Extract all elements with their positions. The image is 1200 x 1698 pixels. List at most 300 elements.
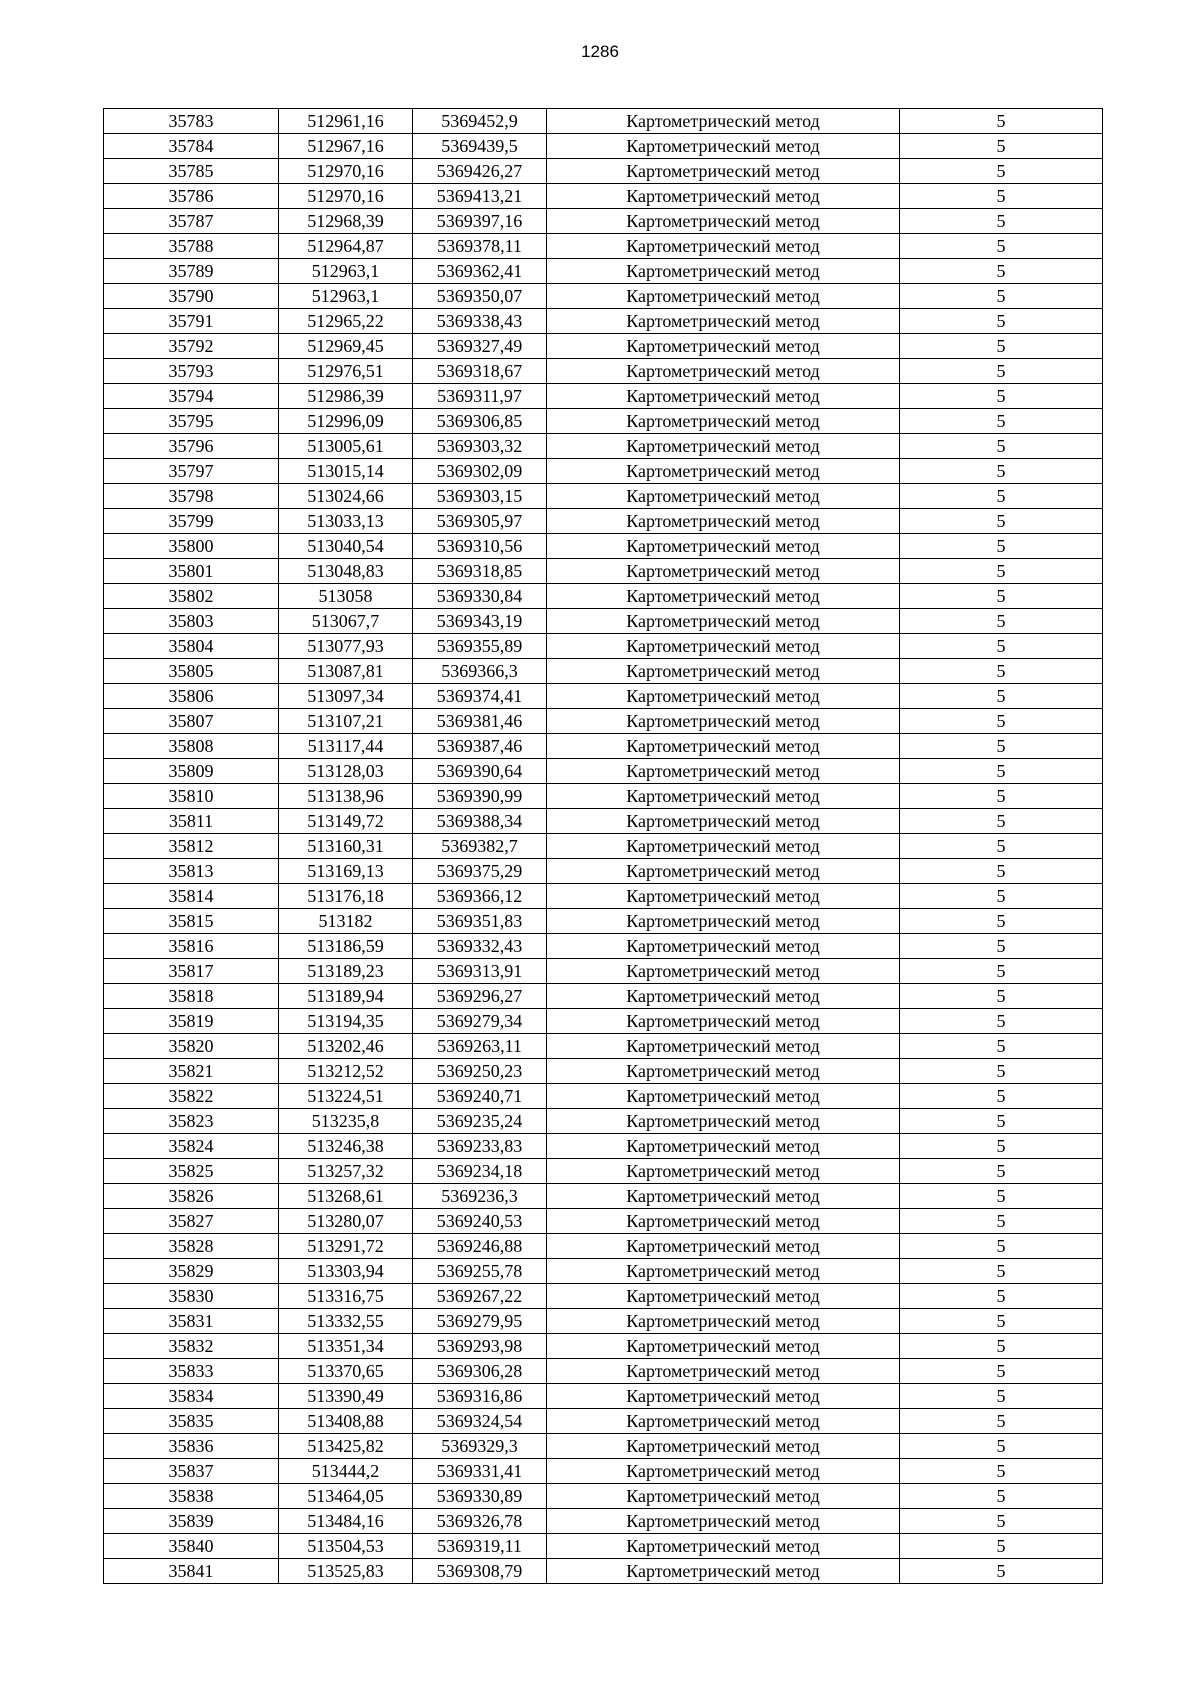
point-number-cell: 35828 (104, 1234, 279, 1259)
x-coordinate-cell: 513077,93 (279, 634, 413, 659)
table-row (104, 159, 1103, 184)
y-coordinate-cell: 5369375,29 (413, 859, 547, 884)
method-cell: Картометрический метод (547, 159, 900, 184)
method-cell: Картометрический метод (547, 1434, 900, 1459)
point-number-cell: 35823 (104, 1109, 279, 1134)
table-row (104, 1409, 1103, 1434)
point-number-cell: 35802 (104, 584, 279, 609)
point-number-cell: 35809 (104, 759, 279, 784)
y-coordinate-cell: 5369338,43 (413, 309, 547, 334)
table-row (104, 1084, 1103, 1109)
y-coordinate-cell: 5369350,07 (413, 284, 547, 309)
x-coordinate-cell: 512967,16 (279, 134, 413, 159)
y-coordinate-cell: 5369332,43 (413, 934, 547, 959)
accuracy-cell: 5 (900, 509, 1103, 534)
y-coordinate-cell: 5369387,46 (413, 734, 547, 759)
point-number-cell: 35807 (104, 709, 279, 734)
x-coordinate-cell: 513040,54 (279, 534, 413, 559)
point-number-cell: 35801 (104, 559, 279, 584)
x-coordinate-cell: 513202,46 (279, 1034, 413, 1059)
point-number-cell: 35789 (104, 259, 279, 284)
point-number-cell: 35838 (104, 1484, 279, 1509)
y-coordinate-cell: 5369330,84 (413, 584, 547, 609)
y-coordinate-cell: 5369327,49 (413, 334, 547, 359)
table-row (104, 284, 1103, 309)
method-cell: Картометрический метод (547, 484, 900, 509)
x-coordinate-cell: 513370,65 (279, 1359, 413, 1384)
y-coordinate-cell: 5369313,91 (413, 959, 547, 984)
y-coordinate-cell: 5369366,12 (413, 884, 547, 909)
x-coordinate-cell: 513087,81 (279, 659, 413, 684)
x-coordinate-cell: 513176,18 (279, 884, 413, 909)
method-cell: Картометрический метод (547, 1009, 900, 1034)
x-coordinate-cell: 513425,82 (279, 1434, 413, 1459)
point-number-cell: 35829 (104, 1259, 279, 1284)
accuracy-cell: 5 (900, 784, 1103, 809)
method-cell: Картометрический метод (547, 109, 900, 134)
table-row (104, 684, 1103, 709)
table-row (104, 809, 1103, 834)
table-row (104, 434, 1103, 459)
point-number-cell: 35790 (104, 284, 279, 309)
accuracy-cell: 5 (900, 459, 1103, 484)
table-row (104, 1359, 1103, 1384)
point-number-cell: 35821 (104, 1059, 279, 1084)
y-coordinate-cell: 5369381,46 (413, 709, 547, 734)
x-coordinate-cell: 513107,21 (279, 709, 413, 734)
accuracy-cell: 5 (900, 209, 1103, 234)
table-row (104, 859, 1103, 884)
x-coordinate-cell: 513189,94 (279, 984, 413, 1009)
accuracy-cell: 5 (900, 1184, 1103, 1209)
x-coordinate-cell: 513058 (279, 584, 413, 609)
x-coordinate-cell: 512970,16 (279, 159, 413, 184)
method-cell: Картометрический метод (547, 859, 900, 884)
y-coordinate-cell: 5369382,7 (413, 834, 547, 859)
y-coordinate-cell: 5369324,54 (413, 1409, 547, 1434)
table-row (104, 534, 1103, 559)
method-cell: Картометрический метод (547, 1159, 900, 1184)
x-coordinate-cell: 512963,1 (279, 284, 413, 309)
y-coordinate-cell: 5369308,79 (413, 1559, 547, 1584)
y-coordinate-cell: 5369362,41 (413, 259, 547, 284)
y-coordinate-cell: 5369319,11 (413, 1534, 547, 1559)
x-coordinate-cell: 513246,38 (279, 1134, 413, 1159)
x-coordinate-cell: 513291,72 (279, 1234, 413, 1259)
y-coordinate-cell: 5369318,67 (413, 359, 547, 384)
table-row (104, 209, 1103, 234)
y-coordinate-cell: 5369279,95 (413, 1309, 547, 1334)
accuracy-cell: 5 (900, 584, 1103, 609)
y-coordinate-cell: 5369388,34 (413, 809, 547, 834)
accuracy-cell: 5 (900, 1259, 1103, 1284)
point-number-cell: 35798 (104, 484, 279, 509)
point-number-cell: 35832 (104, 1334, 279, 1359)
point-number-cell: 35785 (104, 159, 279, 184)
point-number-cell: 35836 (104, 1434, 279, 1459)
method-cell: Картометрический метод (547, 1109, 900, 1134)
point-number-cell: 35825 (104, 1159, 279, 1184)
point-number-cell: 35804 (104, 634, 279, 659)
accuracy-cell: 5 (900, 684, 1103, 709)
point-number-cell: 35822 (104, 1084, 279, 1109)
x-coordinate-cell: 512996,09 (279, 409, 413, 434)
table-row (104, 259, 1103, 284)
method-cell: Картометрический метод (547, 1334, 900, 1359)
accuracy-cell: 5 (900, 1009, 1103, 1034)
y-coordinate-cell: 5369303,15 (413, 484, 547, 509)
x-coordinate-cell: 512961,16 (279, 109, 413, 134)
y-coordinate-cell: 5369374,41 (413, 684, 547, 709)
y-coordinate-cell: 5369311,97 (413, 384, 547, 409)
table-row (104, 509, 1103, 534)
accuracy-cell: 5 (900, 184, 1103, 209)
accuracy-cell: 5 (900, 634, 1103, 659)
x-coordinate-cell: 513194,35 (279, 1009, 413, 1034)
method-cell: Картометрический метод (547, 234, 900, 259)
table-row (104, 459, 1103, 484)
table-row (104, 1534, 1103, 1559)
accuracy-cell: 5 (900, 959, 1103, 984)
point-number-cell: 35805 (104, 659, 279, 684)
table-row (104, 659, 1103, 684)
table-row (104, 1009, 1103, 1034)
method-cell: Картометрический метод (547, 1484, 900, 1509)
point-number-cell: 35834 (104, 1384, 279, 1409)
accuracy-cell: 5 (900, 1359, 1103, 1384)
table-row (104, 1509, 1103, 1534)
accuracy-cell: 5 (900, 1109, 1103, 1134)
point-number-cell: 35816 (104, 934, 279, 959)
method-cell: Картометрический метод (547, 1559, 900, 1584)
y-coordinate-cell: 5369240,53 (413, 1209, 547, 1234)
method-cell: Картометрический метод (547, 584, 900, 609)
y-coordinate-cell: 5369263,11 (413, 1034, 547, 1059)
method-cell: Картометрический метод (547, 1209, 900, 1234)
point-number-cell: 35797 (104, 459, 279, 484)
point-number-cell: 35840 (104, 1534, 279, 1559)
x-coordinate-cell: 513332,55 (279, 1309, 413, 1334)
table-row (104, 634, 1103, 659)
y-coordinate-cell: 5369326,78 (413, 1509, 547, 1534)
x-coordinate-cell: 513257,32 (279, 1159, 413, 1184)
method-cell: Картометрический метод (547, 1034, 900, 1059)
method-cell: Картометрический метод (547, 759, 900, 784)
table-row (104, 909, 1103, 934)
y-coordinate-cell: 5369329,3 (413, 1434, 547, 1459)
x-coordinate-cell: 513525,83 (279, 1559, 413, 1584)
table-row (104, 759, 1103, 784)
y-coordinate-cell: 5369378,11 (413, 234, 547, 259)
point-number-cell: 35813 (104, 859, 279, 884)
accuracy-cell: 5 (900, 334, 1103, 359)
accuracy-cell: 5 (900, 309, 1103, 334)
point-number-cell: 35841 (104, 1559, 279, 1584)
x-coordinate-cell: 512968,39 (279, 209, 413, 234)
x-coordinate-cell: 513268,61 (279, 1184, 413, 1209)
accuracy-cell: 5 (900, 1484, 1103, 1509)
accuracy-cell: 5 (900, 1509, 1103, 1534)
y-coordinate-cell: 5369439,5 (413, 134, 547, 159)
point-number-cell: 35839 (104, 1509, 279, 1534)
accuracy-cell: 5 (900, 609, 1103, 634)
point-number-cell: 35810 (104, 784, 279, 809)
y-coordinate-cell: 5369390,64 (413, 759, 547, 784)
table-row (104, 234, 1103, 259)
table-row (104, 1109, 1103, 1134)
y-coordinate-cell: 5369303,32 (413, 434, 547, 459)
table-row (104, 484, 1103, 509)
method-cell: Картометрический метод (547, 659, 900, 684)
x-coordinate-cell: 512963,1 (279, 259, 413, 284)
accuracy-cell: 5 (900, 109, 1103, 134)
accuracy-cell: 5 (900, 384, 1103, 409)
method-cell: Картометрический метод (547, 259, 900, 284)
point-number-cell: 35830 (104, 1284, 279, 1309)
table-row (104, 1384, 1103, 1409)
table-row (104, 1159, 1103, 1184)
y-coordinate-cell: 5369255,78 (413, 1259, 547, 1284)
table-row (104, 134, 1103, 159)
table-row (104, 1334, 1103, 1359)
point-number-cell: 35783 (104, 109, 279, 134)
point-number-cell: 35817 (104, 959, 279, 984)
accuracy-cell: 5 (900, 559, 1103, 584)
point-number-cell: 35792 (104, 334, 279, 359)
table-row (104, 1484, 1103, 1509)
x-coordinate-cell: 513067,7 (279, 609, 413, 634)
y-coordinate-cell: 5369296,27 (413, 984, 547, 1009)
accuracy-cell: 5 (900, 1084, 1103, 1109)
method-cell: Картометрический метод (547, 1359, 900, 1384)
method-cell: Картометрический метод (547, 684, 900, 709)
y-coordinate-cell: 5369366,3 (413, 659, 547, 684)
point-number-cell: 35787 (104, 209, 279, 234)
accuracy-cell: 5 (900, 159, 1103, 184)
table-row (104, 1034, 1103, 1059)
y-coordinate-cell: 5369397,16 (413, 209, 547, 234)
table-row (104, 1309, 1103, 1334)
table-row (104, 184, 1103, 209)
table-row (104, 384, 1103, 409)
table-row (104, 1559, 1103, 1584)
table-row (104, 1434, 1103, 1459)
y-coordinate-cell: 5369331,41 (413, 1459, 547, 1484)
x-coordinate-cell: 513005,61 (279, 434, 413, 459)
accuracy-cell: 5 (900, 1234, 1103, 1259)
point-number-cell: 35824 (104, 1134, 279, 1159)
point-number-cell: 35812 (104, 834, 279, 859)
y-coordinate-cell: 5369305,97 (413, 509, 547, 534)
method-cell: Картометрический метод (547, 1234, 900, 1259)
point-number-cell: 35831 (104, 1309, 279, 1334)
accuracy-cell: 5 (900, 1534, 1103, 1559)
accuracy-cell: 5 (900, 284, 1103, 309)
table-row (104, 984, 1103, 1009)
y-coordinate-cell: 5369235,24 (413, 1109, 547, 1134)
x-coordinate-cell: 512986,39 (279, 384, 413, 409)
method-cell: Картометрический метод (547, 534, 900, 559)
method-cell: Картометрический метод (547, 959, 900, 984)
y-coordinate-cell: 5369318,85 (413, 559, 547, 584)
accuracy-cell: 5 (900, 134, 1103, 159)
table-row (104, 734, 1103, 759)
method-cell: Картометрический метод (547, 1534, 900, 1559)
accuracy-cell: 5 (900, 709, 1103, 734)
y-coordinate-cell: 5369390,99 (413, 784, 547, 809)
point-number-cell: 35814 (104, 884, 279, 909)
table-row (104, 309, 1103, 334)
y-coordinate-cell: 5369302,09 (413, 459, 547, 484)
method-cell: Картометрический метод (547, 934, 900, 959)
table-row (104, 834, 1103, 859)
method-cell: Картометрический метод (547, 1384, 900, 1409)
method-cell: Картометрический метод (547, 984, 900, 1009)
x-coordinate-cell: 512970,16 (279, 184, 413, 209)
y-coordinate-cell: 5369234,18 (413, 1159, 547, 1184)
x-coordinate-cell: 513212,52 (279, 1059, 413, 1084)
method-cell: Картометрический метод (547, 734, 900, 759)
method-cell: Картометрический метод (547, 559, 900, 584)
accuracy-cell: 5 (900, 1434, 1103, 1459)
point-number-cell: 35837 (104, 1459, 279, 1484)
method-cell: Картометрический метод (547, 509, 900, 534)
x-coordinate-cell: 513138,96 (279, 784, 413, 809)
coordinates-table (103, 108, 1103, 1584)
point-number-cell: 35799 (104, 509, 279, 534)
table-row (104, 884, 1103, 909)
y-coordinate-cell: 5369316,86 (413, 1384, 547, 1409)
method-cell: Картометрический метод (547, 434, 900, 459)
x-coordinate-cell: 512964,87 (279, 234, 413, 259)
point-number-cell: 35793 (104, 359, 279, 384)
x-coordinate-cell: 513280,07 (279, 1209, 413, 1234)
x-coordinate-cell: 513351,34 (279, 1334, 413, 1359)
accuracy-cell: 5 (900, 809, 1103, 834)
accuracy-cell: 5 (900, 659, 1103, 684)
x-coordinate-cell: 513033,13 (279, 509, 413, 534)
method-cell: Картометрический метод (547, 409, 900, 434)
method-cell: Картометрический метод (547, 1084, 900, 1109)
page-number: 1286 (581, 42, 619, 61)
table-row (104, 934, 1103, 959)
table-row (104, 584, 1103, 609)
method-cell: Картометрический метод (547, 1309, 900, 1334)
y-coordinate-cell: 5369426,27 (413, 159, 547, 184)
y-coordinate-cell: 5369246,88 (413, 1234, 547, 1259)
table-row (104, 1184, 1103, 1209)
y-coordinate-cell: 5369306,28 (413, 1359, 547, 1384)
method-cell: Картометрический метод (547, 184, 900, 209)
y-coordinate-cell: 5369355,89 (413, 634, 547, 659)
point-number-cell: 35819 (104, 1009, 279, 1034)
method-cell: Картометрический метод (547, 609, 900, 634)
x-coordinate-cell: 513390,49 (279, 1384, 413, 1409)
point-number-cell: 35806 (104, 684, 279, 709)
x-coordinate-cell: 513015,14 (279, 459, 413, 484)
table-row (104, 334, 1103, 359)
x-coordinate-cell: 513128,03 (279, 759, 413, 784)
method-cell: Картометрический метод (547, 884, 900, 909)
x-coordinate-cell: 513484,16 (279, 1509, 413, 1534)
accuracy-cell: 5 (900, 1209, 1103, 1234)
point-number-cell: 35818 (104, 984, 279, 1009)
method-cell: Картометрический метод (547, 634, 900, 659)
point-number-cell: 35794 (104, 384, 279, 409)
x-coordinate-cell: 513186,59 (279, 934, 413, 959)
x-coordinate-cell: 513169,13 (279, 859, 413, 884)
method-cell: Картометрический метод (547, 909, 900, 934)
accuracy-cell: 5 (900, 1559, 1103, 1584)
x-coordinate-cell: 512969,45 (279, 334, 413, 359)
accuracy-cell: 5 (900, 984, 1103, 1009)
x-coordinate-cell: 513408,88 (279, 1409, 413, 1434)
y-coordinate-cell: 5369293,98 (413, 1334, 547, 1359)
table-row (104, 359, 1103, 384)
x-coordinate-cell: 513117,44 (279, 734, 413, 759)
y-coordinate-cell: 5369452,9 (413, 109, 547, 134)
accuracy-cell: 5 (900, 934, 1103, 959)
accuracy-cell: 5 (900, 409, 1103, 434)
x-coordinate-cell: 513048,83 (279, 559, 413, 584)
y-coordinate-cell: 5369343,19 (413, 609, 547, 634)
accuracy-cell: 5 (900, 759, 1103, 784)
method-cell: Картометрический метод (547, 209, 900, 234)
y-coordinate-cell: 5369233,83 (413, 1134, 547, 1159)
method-cell: Картометрический метод (547, 1509, 900, 1534)
point-number-cell: 35786 (104, 184, 279, 209)
accuracy-cell: 5 (900, 1459, 1103, 1484)
table-row (104, 1209, 1103, 1234)
point-number-cell: 35795 (104, 409, 279, 434)
y-coordinate-cell: 5369279,34 (413, 1009, 547, 1034)
table-row (104, 1284, 1103, 1309)
method-cell: Картометрический метод (547, 284, 900, 309)
point-number-cell: 35820 (104, 1034, 279, 1059)
x-coordinate-cell: 513160,31 (279, 834, 413, 859)
accuracy-cell: 5 (900, 1059, 1103, 1084)
method-cell: Картометрический метод (547, 1284, 900, 1309)
method-cell: Картометрический метод (547, 784, 900, 809)
point-number-cell: 35788 (104, 234, 279, 259)
accuracy-cell: 5 (900, 1334, 1103, 1359)
method-cell: Картометрический метод (547, 709, 900, 734)
accuracy-cell: 5 (900, 1384, 1103, 1409)
accuracy-cell: 5 (900, 884, 1103, 909)
x-coordinate-cell: 513189,23 (279, 959, 413, 984)
y-coordinate-cell: 5369267,22 (413, 1284, 547, 1309)
point-number-cell: 35791 (104, 309, 279, 334)
method-cell: Картометрический метод (547, 1184, 900, 1209)
x-coordinate-cell: 513149,72 (279, 809, 413, 834)
method-cell: Картометрический метод (547, 1134, 900, 1159)
x-coordinate-cell: 512976,51 (279, 359, 413, 384)
y-coordinate-cell: 5369250,23 (413, 1059, 547, 1084)
point-number-cell: 35796 (104, 434, 279, 459)
method-cell: Картометрический метод (547, 1459, 900, 1484)
x-coordinate-cell: 513097,34 (279, 684, 413, 709)
x-coordinate-cell: 513316,75 (279, 1284, 413, 1309)
point-number-cell: 35803 (104, 609, 279, 634)
accuracy-cell: 5 (900, 534, 1103, 559)
accuracy-cell: 5 (900, 1159, 1103, 1184)
y-coordinate-cell: 5369330,89 (413, 1484, 547, 1509)
x-coordinate-cell: 513224,51 (279, 1084, 413, 1109)
point-number-cell: 35815 (104, 909, 279, 934)
y-coordinate-cell: 5369236,3 (413, 1184, 547, 1209)
point-number-cell: 35784 (104, 134, 279, 159)
x-coordinate-cell: 513303,94 (279, 1259, 413, 1284)
